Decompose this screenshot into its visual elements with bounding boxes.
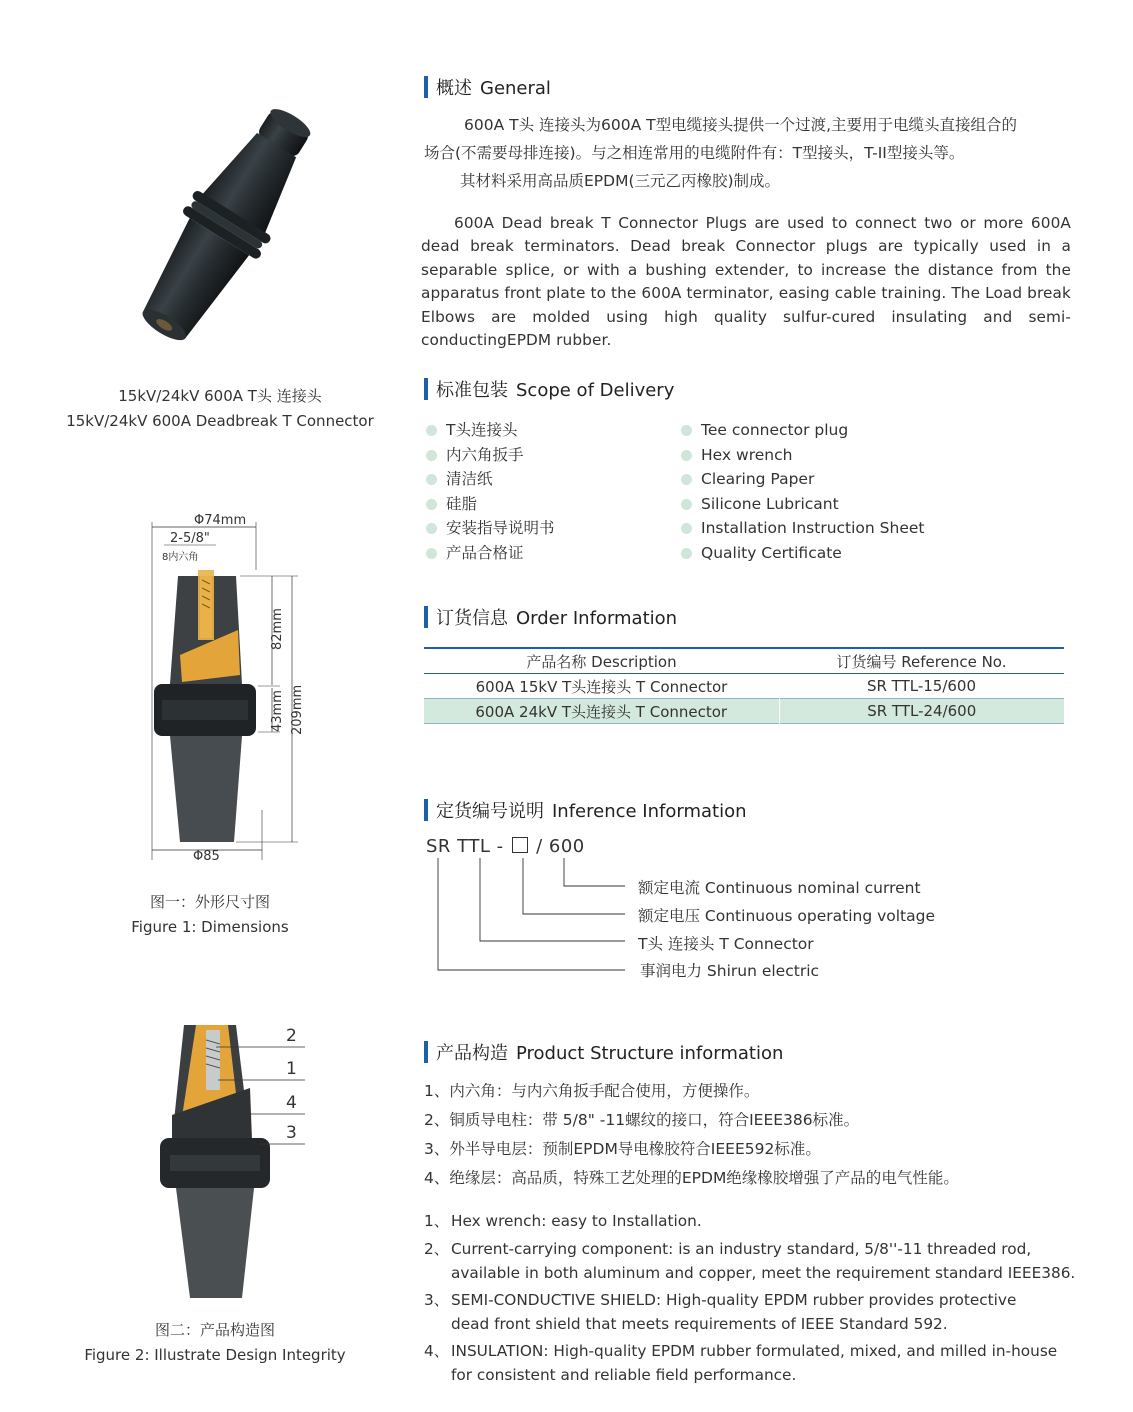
item-text-cont: dead front shield that meets requirements of IEEE Standard 592. (451, 1315, 948, 1333)
bullet-icon (426, 499, 437, 510)
figure1-caption-en: Figure 1: Dimensions (131, 918, 289, 936)
section-bar (424, 799, 428, 821)
section-bar (424, 76, 428, 98)
item-text-cont: available in both aluminum and copper, meet the requirement standard IEEE386. (451, 1264, 1076, 1282)
list-item: Tee connector plug (681, 418, 924, 443)
structure-label-4: 4 (286, 1093, 297, 1113)
scope-title-en: Scope of Delivery (516, 380, 675, 401)
code-leader-lines (420, 858, 640, 978)
general-cn-line3: 其材料采用高品质EPDM(三元乙丙橡胶)制成。 (460, 172, 781, 190)
product-photo (90, 90, 350, 370)
list-item: Installation Instruction Sheet (681, 516, 924, 541)
order-section-title (424, 604, 677, 630)
list-item: 清洁纸 (426, 467, 555, 492)
scope-list-cn (426, 418, 555, 566)
bullet-icon (426, 523, 437, 534)
scope-list-en (681, 418, 924, 566)
item-number: 3、 (424, 1291, 450, 1309)
dim-top: Φ74mm (194, 513, 247, 528)
legend-current: 额定电流 Continuous nominal current (638, 879, 921, 897)
legend-voltage: 额定电压 Continuous operating voltage (638, 907, 936, 925)
general-title-en: General (480, 78, 551, 99)
table-cell: SR TTL-24/600 (779, 699, 1064, 724)
list-item: Silicone Lubricant (681, 492, 924, 517)
figure1-caption (90, 890, 330, 940)
dim-43: 43mm (270, 690, 285, 732)
structure-cn-item-3: 3、外半导电层：预制EPDM导电橡胶符合IEEE592标准。 (424, 1140, 821, 1158)
list-item: Clearing Paper (681, 467, 924, 492)
product-caption-en: 15kV/24kV 600A Deadbreak T Connector (66, 412, 374, 430)
code-type: TTL (457, 836, 491, 857)
general-title-cn: 概述 (436, 78, 472, 99)
voltage-placeholder-box (512, 837, 528, 853)
general-en-text: 600A Dead break T Connector Plugs are used to connect two or more 600A dead break terminators. Dead break Connector plugs are typically used in a separable splice, or with a bushing extender, to increase the distance from the apparatus front plate to the 600A terminator, easing cable training. The Load break Elbows are molded using high quality sulfur-cured insulating and semi-conductingEPDM rubber. (421, 214, 1071, 350)
inference-title-en: Inference Information (552, 801, 747, 822)
bullet-icon (681, 450, 692, 461)
item-number: 4、 (424, 1342, 450, 1360)
column-header-reference: 订货编号 Reference No. (836, 652, 1007, 671)
structure-en-item-4 (424, 1339, 1084, 1387)
table-header-row (424, 648, 1064, 674)
structure-label-2: 2 (286, 1026, 297, 1046)
bullet-icon (681, 425, 692, 436)
inference-section-title (424, 797, 747, 823)
figure2-caption-en: Figure 2: Illustrate Design Integrity (84, 1346, 346, 1364)
dim-209: 209mm (290, 684, 305, 735)
code-dash: - (496, 836, 504, 857)
dim-thread: 2-5/8" (170, 531, 210, 546)
list-item: 安装指导说明书 (426, 516, 555, 541)
legend-brand: 事润电力 Shirun electric (640, 962, 820, 980)
item-text: INSULATION: High-quality EPDM rubber formulated, mixed, and milled in-house (451, 1342, 1058, 1360)
legend-connector: T头 连接头 T Connector (638, 935, 814, 953)
dim-82: 82mm (270, 608, 285, 650)
dim-bottom: Φ85 (193, 849, 220, 864)
bullet-icon (426, 450, 437, 461)
code-current: / 600 (536, 836, 585, 857)
dim-hex: 8内六角 (162, 552, 199, 563)
figure2-caption-cn: 图二：产品构造图 (154, 1321, 275, 1339)
bullet-icon (681, 523, 692, 534)
bullet-icon (681, 548, 692, 559)
code-prefix: SR (426, 836, 451, 857)
structure-label-3: 3 (286, 1123, 297, 1143)
scope-section-title (424, 376, 674, 402)
bullet-icon (426, 425, 437, 436)
bullet-icon (426, 548, 437, 559)
table-row (424, 699, 1064, 724)
list-item: Hex wrench (681, 443, 924, 468)
inference-title-cn: 定货编号说明 (436, 801, 544, 822)
structure-title-cn: 产品构造 (436, 1043, 508, 1064)
section-bar (424, 606, 428, 628)
bullet-icon (681, 499, 692, 510)
general-cn-line1: 600A T头 连接头为600A T型电缆接头提供一个过渡,主要用于电缆头直接组合的 (464, 116, 1018, 134)
figure1-caption-cn: 图一：外形尺寸图 (149, 893, 270, 911)
list-item: 内六角扳手 (426, 443, 555, 468)
structure-en-item-3 (424, 1288, 1084, 1336)
general-section-title (424, 74, 551, 100)
list-item: 硅脂 (426, 492, 555, 517)
general-cn-text (424, 111, 1074, 195)
scope-title-cn: 标准包装 (436, 380, 508, 401)
item-text-cont: for consistent and reliable field performance. (451, 1366, 797, 1384)
structure-cn-item-1: 1、内六角：与内六角扳手配合使用，方便操作。 (424, 1082, 760, 1100)
bullet-icon (681, 474, 692, 485)
table-cell: SR TTL-15/600 (866, 677, 977, 695)
bullet-icon (426, 474, 437, 485)
list-item: T头连接头 (426, 418, 555, 443)
structure-en-item-1 (424, 1209, 1084, 1233)
structure-cn-item-2: 2、铜质导电柱：带 5/8" -11螺纹的接口，符合IEEE386标准。 (424, 1111, 860, 1129)
item-text: SEMI-CONDUCTIVE SHIELD: High-quality EPDM rubber provides protective (451, 1291, 1017, 1309)
item-text: Current-carrying component: is an industry standard, 5/8''-11 threaded rod, (451, 1240, 1032, 1258)
order-code (426, 836, 585, 857)
list-item: Quality Certificate (681, 541, 924, 566)
general-cn-line2: 场合(不需要母排连接)。与之相连常用的电缆附件有：T型接头，T-II型接头等。 (424, 144, 965, 162)
structure-en-item-2 (424, 1237, 1084, 1285)
figure2-caption (70, 1318, 360, 1368)
item-number: 1、 (424, 1212, 450, 1230)
section-bar (424, 1041, 428, 1063)
table-row (424, 674, 1064, 699)
table-cell: 600A 15kV T头连接头 T Connector (475, 677, 728, 696)
product-caption (40, 384, 400, 434)
list-item: 产品合格证 (426, 541, 555, 566)
column-header-description: 产品名称 Description (526, 652, 677, 671)
order-table (424, 647, 1064, 724)
structure-cn-item-4: 4、绝缘层：高品质，特殊工艺处理的EPDM绝缘橡胶增强了产品的电气性能。 (424, 1169, 959, 1187)
order-title-en: Order Information (516, 608, 678, 629)
structure-section-title (424, 1039, 783, 1065)
product-caption-cn: 15kV/24kV 600A T头 连接头 (118, 387, 322, 405)
item-text: Hex wrench: easy to Installation. (451, 1212, 702, 1230)
order-title-cn: 订货信息 (436, 608, 508, 629)
structure-label-1: 1 (286, 1059, 297, 1079)
structure-title-en: Product Structure information (516, 1043, 784, 1064)
section-bar (424, 378, 428, 400)
table-cell: 600A 24kV T头连接头 T Connector (475, 702, 728, 721)
item-number: 2、 (424, 1240, 450, 1258)
